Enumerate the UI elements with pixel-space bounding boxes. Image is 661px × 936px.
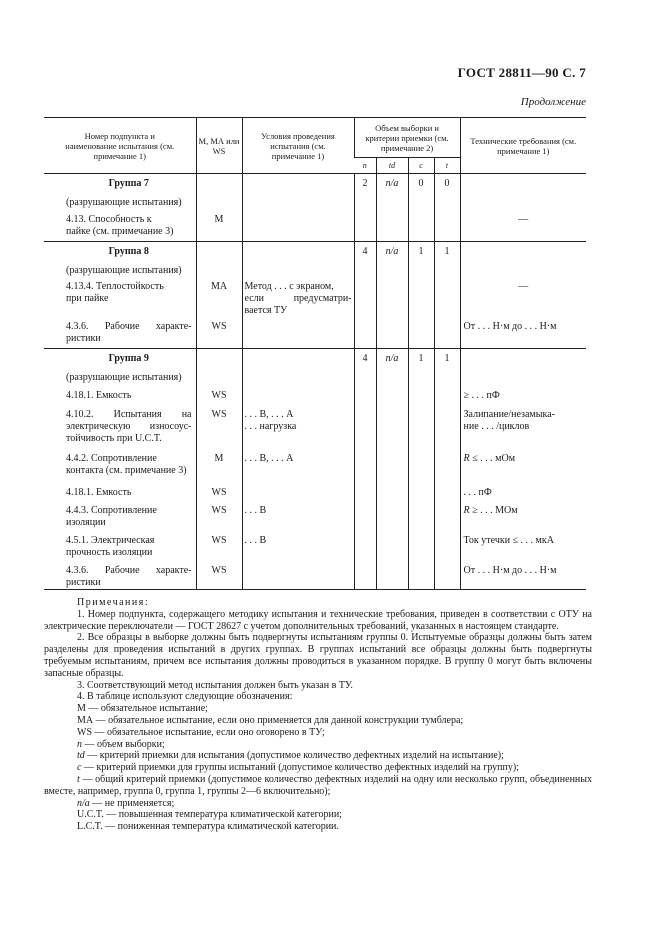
definition-na <box>44 798 592 810</box>
group-subtitle: (разрушающие испытания) <box>66 371 182 383</box>
clause-line: 4.18.1. Емкость <box>66 486 132 498</box>
clause-line: 4.18.1. Емкость <box>66 389 132 401</box>
header-t: t <box>434 158 460 174</box>
condition-line: вается ТУ <box>244 304 288 316</box>
notes-section <box>44 597 592 833</box>
symbol-n: n <box>77 738 82 750</box>
cell-requirement: — <box>460 212 586 242</box>
definition-m: М — обязательное испытание; <box>77 703 208 715</box>
definition-text: — объем выборки; <box>82 738 165 750</box>
clause-line: изоляции <box>66 516 106 528</box>
definition-lct: L.C.T. — пониженная температура климатической категории. <box>77 821 339 833</box>
symbol-td: td <box>77 750 85 762</box>
clause-line: тойчивость при U.C.T. <box>66 432 162 444</box>
symbol-na: n/a <box>77 797 90 809</box>
definition-ws: WS — обязательное испытание, если оно оговорено в ТУ; <box>77 726 325 738</box>
group-title: Группа 8 <box>44 242 196 262</box>
definition-uct: U.C.T. — повышенная температура климатической категории; <box>77 809 342 821</box>
cell-requirement: ≤ . . . мОм <box>472 452 516 464</box>
cell-t: 0 <box>434 174 460 194</box>
cell-ma: WS <box>196 321 242 349</box>
definition-n <box>44 739 592 751</box>
definition-text: — общий критерий приемки (допустимое количество дефектных изделий на одну или несколько групп, объединенных вместе, например, группа 0, группа 1, группы 2—6 включительно); <box>44 773 592 797</box>
clause-line: 4.10.2. Испытания на <box>66 408 192 420</box>
condition-line: . . . В, . . . А <box>242 452 354 483</box>
definition-c <box>44 762 592 774</box>
cell-requirement: От . . . Н·м до . . . Н·м <box>460 321 586 349</box>
page-header: ГОСТ 28811—90 С. 7 <box>457 65 586 80</box>
cell-n: 4 <box>354 349 376 369</box>
group-title: Группа 7 <box>44 174 196 194</box>
clause-line: 4.5.1. Электрическая <box>66 534 155 546</box>
cell-ma: М <box>196 452 242 483</box>
notes-title: Примечания: <box>77 597 150 608</box>
header-sample: Объем выборки и критерии приемки (см. примечание 2) <box>354 118 460 158</box>
table-row <box>44 533 586 563</box>
cell-ma: WS <box>196 407 242 452</box>
test-table <box>44 117 586 590</box>
header-c: c <box>408 158 434 174</box>
header-conditions: Условия проведения испытания (см. примечание 1) <box>242 118 354 174</box>
clause-line: 4.13. Способность к <box>66 213 152 225</box>
cell-ma: WS <box>196 387 242 407</box>
cell-requirement: ≥ . . . МОм <box>472 504 518 516</box>
cell-ma: WS <box>196 483 242 503</box>
note-1: 1. Номер подпункта, содержащего методику испытания и технические требования, приведен в соответствии с ОТУ на электрические переключатели — ГОСТ 28627 с учетом дополнительных требований, указанных в настоящем стандарте. <box>44 608 592 632</box>
header-ma: М, МА или WS <box>196 118 242 174</box>
cell-requirement: ≥ . . . пФ <box>460 387 586 407</box>
clause-line: прочность изоляции <box>66 546 153 558</box>
header-requirements: Технические требования (см. примечание 1) <box>460 118 586 174</box>
condition-line: если предусматри- <box>244 292 352 304</box>
table-row <box>44 483 586 503</box>
cell-ma: WS <box>196 563 242 590</box>
clause-line: при пайке <box>66 292 109 304</box>
header-td: td <box>376 158 408 174</box>
cell-t: 1 <box>434 349 460 369</box>
continuation-label: Продолжение <box>520 96 586 108</box>
definition-t <box>44 774 592 798</box>
cell-requirement: . . . пФ <box>460 483 586 503</box>
table-row <box>44 262 586 279</box>
table-row <box>44 349 586 369</box>
cell-td: n/a <box>376 174 408 194</box>
cell-requirement: Ток утечки ≤ . . . мкА <box>460 533 586 563</box>
cell-td: n/a <box>376 242 408 262</box>
cell-ma: МА <box>196 279 242 321</box>
cell-requirement: От . . . Н·м до . . . Н·м <box>460 563 586 590</box>
symbol-t: t <box>77 773 80 785</box>
cell-n: 4 <box>354 242 376 262</box>
clause-line: пайке (см. примечание 3) <box>66 225 174 237</box>
requirement-line: ние . . . /циклов <box>463 420 530 432</box>
cell-ma: WS <box>196 533 242 563</box>
cell-ma: WS <box>196 503 242 533</box>
resistance-symbol: R <box>463 452 470 464</box>
condition-line: . . . В <box>242 533 354 563</box>
clause-line: ристики <box>66 332 101 344</box>
definition-text: — критерий приемки для группы испытаний (допустимое количество дефектных изделий на группу); <box>81 762 519 774</box>
header-clause: Номер подпункта и наименование испытания (см. примечание 1) <box>44 118 196 174</box>
clause-line: 4.4.3. Сопротивление <box>66 504 157 516</box>
note-2: 2. Все образцы в выборке должны быть подвергнуты испытаниям группы 0. Испытуемые образцы должны быть затем разделены для проведения испытаний в других группах. В группах испытаний все образцы должны быть подвергнуты требуемым испытаниям, причем все испытания должны проводиться в указанном порядке. В группу 0 могут быть включены запасные образцы. <box>44 632 592 679</box>
resistance-symbol: R <box>463 504 470 516</box>
cell-t: 1 <box>434 242 460 262</box>
cell-td: n/a <box>376 349 408 369</box>
condition-line: . . . нагрузка <box>244 420 297 432</box>
table-row <box>44 503 586 533</box>
clause-line: электрическую износоус- <box>66 420 192 432</box>
table-row <box>44 174 586 194</box>
clause-line: контакта (см. примечание 3) <box>66 464 187 476</box>
definition-ma: МА — обязательное испытание, если оно применяется для данной конструкции тумблера; <box>77 714 464 726</box>
table-row <box>44 279 586 321</box>
table-row <box>44 242 586 262</box>
table-row <box>44 194 586 212</box>
condition-line: . . . В, . . . А <box>244 408 294 420</box>
definition-td <box>44 750 592 762</box>
condition-line: . . . В <box>242 503 354 533</box>
table-row <box>44 321 586 349</box>
definition-text: — не применяется; <box>89 797 175 809</box>
clause-line: 4.3.6. Рабочие характе- <box>66 564 192 576</box>
group-subtitle: (разрушающие испытания) <box>66 196 182 208</box>
note-3: 3. Соответствующий метод испытания должен быть указан в ТУ. <box>77 679 353 691</box>
requirement-line: Залипание/незамыка- <box>463 408 555 420</box>
cell-n: 2 <box>354 174 376 194</box>
clause-line: ристики <box>66 576 101 588</box>
definition-text: — критерий приемки для испытания (допустимое количество дефектных изделий на испытание); <box>84 750 504 762</box>
symbol-c: c <box>77 762 82 774</box>
condition-line: Метод . . . с экраном, <box>244 280 334 292</box>
group-title: Группа 9 <box>44 349 196 369</box>
header-n: n <box>354 158 376 174</box>
cell-c: 1 <box>408 242 434 262</box>
table-row <box>44 563 586 590</box>
group-subtitle: (разрушающие испытания) <box>66 264 182 276</box>
table-row <box>44 407 586 452</box>
table-row <box>44 369 586 387</box>
table-row <box>44 452 586 483</box>
cell-c: 1 <box>408 349 434 369</box>
table-row <box>44 387 586 407</box>
clause-line: 4.4.2. Сопротивление <box>66 452 157 464</box>
cell-ma: М <box>196 212 242 242</box>
clause-line: 4.13.4. Теплостойкость <box>66 280 164 292</box>
note-4: 4. В таблице используют следующие обозначения: <box>77 691 293 703</box>
cell-c: 0 <box>408 174 434 194</box>
clause-line: 4.3.6. Рабочие характе- <box>66 320 192 332</box>
table-row <box>44 212 586 242</box>
cell-requirement: — <box>460 279 586 321</box>
